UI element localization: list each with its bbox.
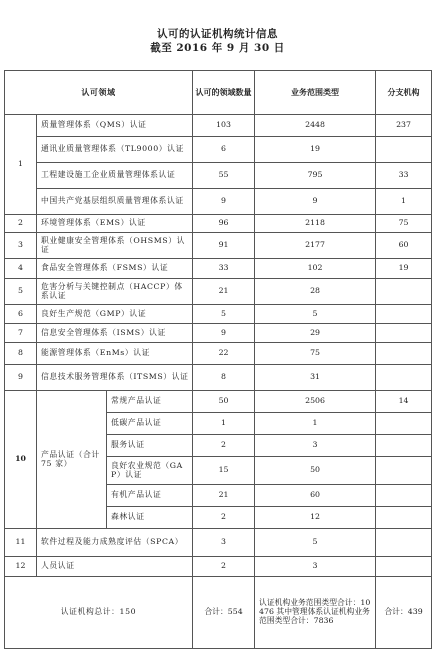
row-branch — [376, 435, 432, 457]
row-field: 能源管理体系（EnMs）认证 — [37, 343, 193, 365]
row-count: 96 — [193, 215, 255, 233]
row-number: 7 — [5, 324, 37, 343]
totals-row — [5, 577, 432, 649]
row-branch — [376, 529, 432, 557]
row-scope: 50 — [255, 457, 376, 485]
row-count: 33 — [193, 259, 255, 279]
table-row — [5, 365, 432, 391]
row-branch: 75 — [376, 215, 432, 233]
row-scope: 102 — [255, 259, 376, 279]
row-branch — [376, 137, 432, 163]
row-scope: 5 — [255, 529, 376, 557]
table-row — [5, 163, 432, 189]
row-count: 50 — [193, 391, 255, 413]
table-row — [5, 557, 432, 577]
row-branch — [376, 279, 432, 305]
row-scope: 2448 — [255, 115, 376, 137]
row-number: 2 — [5, 215, 37, 233]
row-scope: 12 — [255, 507, 376, 529]
row-count: 9 — [193, 324, 255, 343]
product-item-name: 森林认证 — [107, 507, 193, 529]
row-number: 8 — [5, 343, 37, 365]
totals-branch: 合计：439 — [376, 577, 432, 649]
totals-count: 合计：554 — [193, 577, 255, 649]
row-branch — [376, 365, 432, 391]
product-item-name: 服务认证 — [107, 435, 193, 457]
table-row — [5, 115, 432, 137]
row-branch — [376, 557, 432, 577]
row-branch: 14 — [376, 391, 432, 413]
row-count: 2 — [193, 435, 255, 457]
row-branch — [376, 305, 432, 324]
row-count: 6 — [193, 137, 255, 163]
product-group-label: 产品认证（合计 75 家） — [37, 391, 107, 529]
table-row — [5, 529, 432, 557]
row-count: 2 — [193, 507, 255, 529]
row-number: 6 — [5, 305, 37, 324]
product-item-name: 有机产品认证 — [107, 485, 193, 507]
header-scope: 业务范围类型 — [255, 71, 376, 115]
row-scope: 3 — [255, 557, 376, 577]
row-scope: 5 — [255, 305, 376, 324]
product-item-name: 低碳产品认证 — [107, 413, 193, 435]
stats-table — [4, 70, 432, 649]
row-count: 103 — [193, 115, 255, 137]
row-number: 4 — [5, 259, 37, 279]
table-row — [5, 215, 432, 233]
row-branch: 237 — [376, 115, 432, 137]
row-count: 55 — [193, 163, 255, 189]
row-field: 质量管理体系（QMS）认证 — [37, 115, 193, 137]
row-field: 人员认证 — [37, 557, 193, 577]
row-field: 良好生产规范（GMP）认证 — [37, 305, 193, 324]
row-field: 信息技术服务管理体系（ITSMS）认证 — [37, 365, 193, 391]
row-scope: 75 — [255, 343, 376, 365]
row-field: 危害分析与关键控制点（HACCP）体系认证 — [37, 279, 193, 305]
row-branch: 33 — [376, 163, 432, 189]
table-row — [5, 391, 432, 413]
row-number: 9 — [5, 365, 37, 391]
table-row — [5, 305, 432, 324]
header-branch: 分支机构 — [376, 71, 432, 115]
header-count: 认可的领域数量 — [193, 71, 255, 115]
row-count: 15 — [193, 457, 255, 485]
row-scope: 795 — [255, 163, 376, 189]
table-row — [5, 233, 432, 259]
table-row — [5, 259, 432, 279]
row-number: 3 — [5, 233, 37, 259]
page-title: 认可的认证机构统计信息 — [157, 28, 278, 40]
header-field: 认可领域 — [5, 71, 193, 115]
row-count: 1 — [193, 413, 255, 435]
row-number: 1 — [5, 115, 37, 215]
row-count: 2 — [193, 557, 255, 577]
row-scope: 2118 — [255, 215, 376, 233]
row-number: 11 — [5, 529, 37, 557]
row-number: 12 — [5, 557, 37, 577]
row-branch — [376, 324, 432, 343]
row-branch — [376, 457, 432, 485]
table-row — [5, 324, 432, 343]
row-number: 5 — [5, 279, 37, 305]
row-field: 工程建设施工企业质量管理体系认证 — [37, 163, 193, 189]
row-branch — [376, 507, 432, 529]
page-subtitle: 截至 2016 年 9 月 30 日 — [150, 42, 285, 54]
row-field: 职业健康安全管理体系（OHSMS）认证 — [37, 233, 193, 259]
row-count: 3 — [193, 529, 255, 557]
row-scope: 31 — [255, 365, 376, 391]
row-scope: 2177 — [255, 233, 376, 259]
table-row — [5, 189, 432, 215]
row-field: 环境管理体系（EMS）认证 — [37, 215, 193, 233]
row-count: 21 — [193, 279, 255, 305]
row-branch: 60 — [376, 233, 432, 259]
row-branch: 19 — [376, 259, 432, 279]
row-field: 中国共产党基层组织质量管理体系认证 — [37, 189, 193, 215]
row-branch: 1 — [376, 189, 432, 215]
row-branch — [376, 413, 432, 435]
row-scope: 3 — [255, 435, 376, 457]
table-row — [5, 343, 432, 365]
totals-scope: 认证机构业务范围类型合计：10476 其中管理体系认证机构业务范围类型合计：7836 — [255, 577, 376, 649]
totals-orgs: 认证机构总计：150 — [5, 577, 193, 649]
row-branch — [376, 485, 432, 507]
row-field: 通讯业质量管理体系（TL9000）认证 — [37, 137, 193, 163]
row-scope: 60 — [255, 485, 376, 507]
row-field: 食品安全管理体系（FSMS）认证 — [37, 259, 193, 279]
row-scope: 19 — [255, 137, 376, 163]
row-count: 91 — [193, 233, 255, 259]
product-item-name: 良好农业规范（GAP）认证 — [107, 457, 193, 485]
row-field: 软件过程及能力成熟度评估（SPCA） — [37, 529, 193, 557]
row-branch — [376, 343, 432, 365]
row-scope: 9 — [255, 189, 376, 215]
table-row — [5, 137, 432, 163]
product-item-name: 常规产品认证 — [107, 391, 193, 413]
table-row — [5, 279, 432, 305]
row-count: 21 — [193, 485, 255, 507]
row-scope: 1 — [255, 413, 376, 435]
row-scope: 29 — [255, 324, 376, 343]
row-field: 信息安全管理体系（ISMS）认证 — [37, 324, 193, 343]
table-header-row — [5, 71, 432, 115]
row-count: 8 — [193, 365, 255, 391]
row-scope: 28 — [255, 279, 376, 305]
row-count: 5 — [193, 305, 255, 324]
row-number: 10 — [5, 391, 37, 529]
row-scope: 2506 — [255, 391, 376, 413]
row-count: 22 — [193, 343, 255, 365]
row-count: 9 — [193, 189, 255, 215]
